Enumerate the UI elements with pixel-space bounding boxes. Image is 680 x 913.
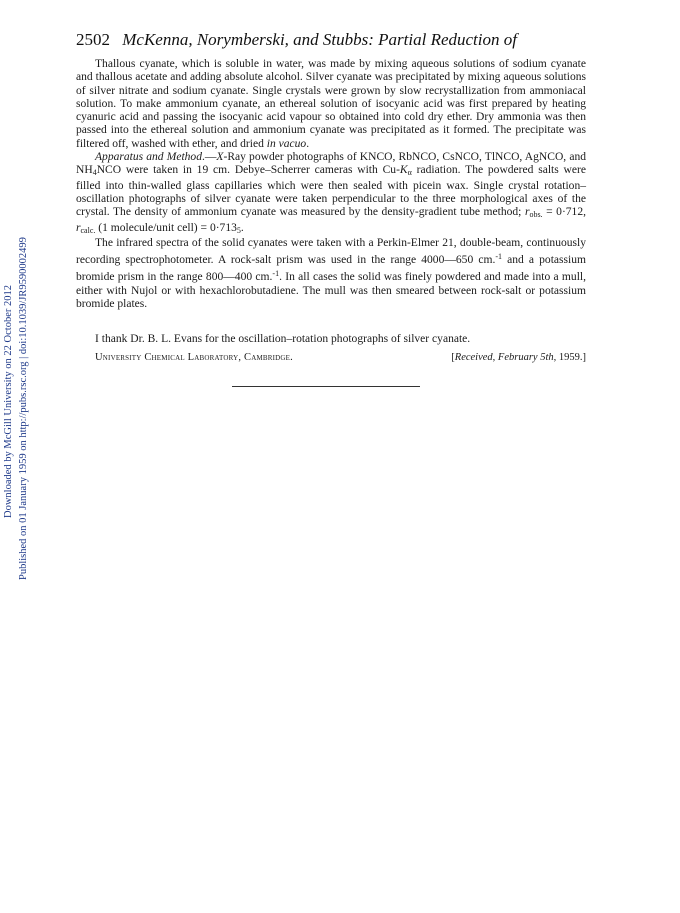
margin-download-notice: Downloaded by McGill University on 22 October 2012 <box>3 284 14 518</box>
page-number: 2502 <box>76 30 110 49</box>
page-header <box>76 30 517 50</box>
end-rule <box>232 386 420 387</box>
paragraph-apparatus-method: Apparatus and Method.—X-Ray powder photographs of KNCO, RbNCO, CsNCO, TlNCO, AgNCO, and NH4NCO were taken in 19 cm. Debye–Scherrer cameras with Cu-Kα radiation. The powdered salts were filled into thin-walled glass capillaries which were then sealed with picein wax. Single crystal rotation–oscillation photographs of silver cyanate were taken perpendicular to the three morphological axes of the crystal. The density of ammonium cyanate was measured by the density-gradient tube method; robs. = 0·712, rcalc. (1 molecule/unit cell) = 0·7135. <box>76 151 586 235</box>
paragraph-thallous-cyanate: Thallous cyanate, which is soluble in water, was made by mixing aqueous solutions of sodium cyanate and thallous acetate and adding absolute alcohol. Silver cyanate was precipitated by mixing aqueous solutions of silver nitrate and sodium cyanate. Single crystals were grown by slow recrystallization from ammoniacal solution. To make ammonium cyanate, an ethereal solution of isocyanic acid was first prepared by heating cyanuric acid and passing the isocyanic acid vapour so obtained into cold dry ether. Dry ammonia was then passed into the ethereal solution and ammonium cyanate was precipitated as it formed. The precipitate was filtered off, washed with ether, and dried in vacuo. <box>76 58 586 150</box>
running-title: McKenna, Norymberski, and Stubbs: Partial Reduction of <box>122 30 517 49</box>
received-date: [Received, February 5th, 1959.] <box>451 352 586 363</box>
acknowledgement: I thank Dr. B. L. Evans for the oscillation–rotation photographs of silver cyanate. <box>95 333 471 345</box>
paragraph-infrared-spectra: The infrared spectra of the solid cyanates were taken with a Perkin-Elmer 21, double-beam, continuously recording spectrophotometer. A rock-salt prism was used in the range 4000—650 cm.$^{-1}$ and a potassium bromide prism in the range 800—400 cm.$^{-1}$. In all cases the solid was finely powdered and made into a mull, either with Nujol or with hexachlorobutadiene. The mull was then smeared between rock-salt or potassium bromide plates. <box>76 236 586 311</box>
affiliation: University Chemical Laboratory, Cambridge. <box>95 352 293 363</box>
body-text <box>76 58 586 311</box>
section-heading: Apparatus and Method <box>95 151 202 164</box>
affiliation-line <box>95 351 586 364</box>
margin-publication-notice: Published on 01 January 1959 on http://pubs.rsc.org | doi:10.1039/JR9590002499 <box>18 237 29 580</box>
